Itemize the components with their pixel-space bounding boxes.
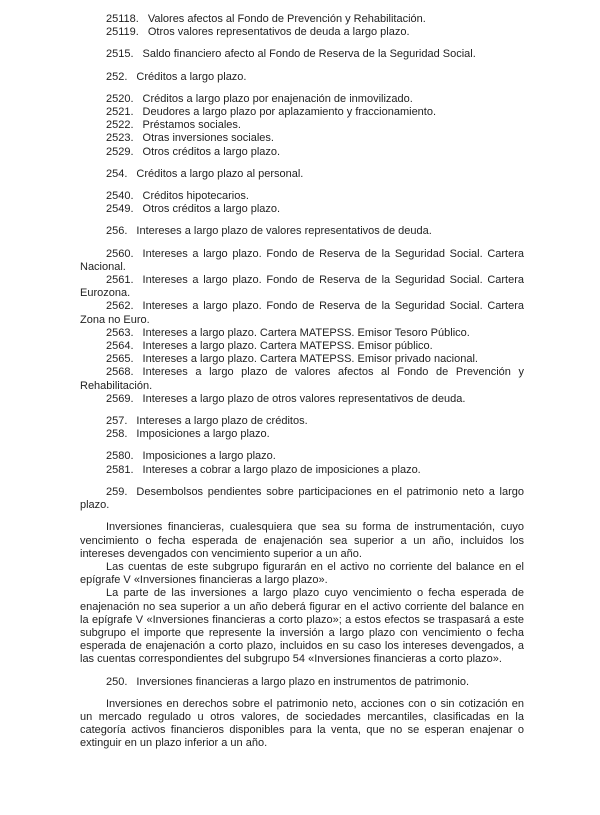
entry-2569: [80, 393, 524, 406]
account-description: Intereses a largo plazo de otros valores representativos de deuda.: [142, 392, 466, 405]
paragraph-text: Inversiones en derechos sobre el patrimonio neto, acciones con o sin cotización en un mercado regulado u otros valores, de sociedades mercantiles, clasificadas en la categoría activos financieros disponibles para la venta, que no se esperan enajenar o extinguir en un plazo inferior a un año.: [80, 697, 524, 750]
entry-2565: [80, 353, 524, 366]
entry-2568: [80, 366, 524, 392]
account-code: 2564.: [106, 340, 134, 353]
account-description: Intereses a largo plazo. Cartera MATEPSS. Emisor Tesoro Público.: [142, 326, 470, 339]
account-code: 2521.: [106, 106, 134, 119]
account-code: 2515.: [106, 48, 134, 61]
account-description: Imposiciones a largo plazo.: [136, 428, 270, 441]
account-description: Desembolsos pendientes sobre participaciones en el patrimonio neto a largo plazo.: [80, 485, 524, 512]
entry-250: [80, 676, 524, 689]
entry-258: [80, 428, 524, 441]
entry-2515: [80, 48, 524, 61]
account-code: 257.: [106, 415, 128, 428]
account-description: Intereses a largo plazo de valores representativos de deuda.: [136, 225, 432, 238]
account-code: 2581.: [106, 463, 134, 476]
account-description: Créditos a largo plazo por enajenación de inmovilizado.: [142, 92, 413, 105]
account-code: 2520.: [106, 92, 134, 105]
entry-2564: [80, 340, 524, 353]
paragraph-text: Inversiones financieras, cualesquiera que sea su forma de instrumentación, cuyo vencimiento o fecha esperada de enajenación sea superior a un año, incluidos los intereses devengados con vencimiento superior a un año.: [80, 521, 524, 560]
paragraph-balance-epigraph: [80, 561, 524, 587]
entry-2581: [80, 464, 524, 477]
entry-2523: [80, 132, 524, 145]
account-code: 2560.: [106, 247, 134, 260]
entry-256: [80, 225, 524, 238]
paragraph-subgroup-definition: [80, 521, 524, 561]
entry-257: [80, 415, 524, 428]
account-code: 2522.: [106, 119, 134, 132]
paragraph-equity-instruments: [80, 698, 524, 751]
account-code: 2562.: [106, 300, 134, 313]
entry-252: [80, 71, 524, 84]
entry-2522: [80, 119, 524, 132]
account-code: 2563.: [106, 326, 134, 339]
account-code: 254.: [106, 167, 128, 180]
account-description: Inversiones financieras a largo plazo en instrumentos de patrimonio.: [136, 675, 470, 688]
entry-2562: [80, 300, 524, 326]
account-code: 256.: [106, 225, 128, 238]
account-code: 2565.: [106, 353, 134, 366]
document-page: [80, 13, 524, 751]
entry-254: [80, 168, 524, 181]
paragraph-text: Las cuentas de este subgrupo figurarán en el activo no corriente del balance en el epígrafe V «Inversiones financieras a largo plazo».: [80, 560, 524, 587]
account-description: Otros valores representativos de deuda a largo plazo.: [147, 26, 410, 39]
account-description: Intereses a largo plazo de créditos.: [136, 415, 308, 428]
account-description: Créditos a largo plazo al personal.: [136, 167, 304, 180]
account-description: Otros créditos a largo plazo.: [142, 203, 281, 216]
account-description: Otros créditos a largo plazo.: [142, 145, 281, 158]
account-code: 2523.: [106, 132, 134, 145]
paragraph-text: La parte de las inversiones a largo plazo cuyo vencimiento o fecha esperada de enajenación no sea superior a un año deberá figurar en el activo corriente del balance en la epígrafe V «Inversiones financieras a corto plazo»; a estos efectos se traspasará a este subgrupo el importe que represente la inversión a largo plazo con vencimiento o fecha esperada de enajenación a corto plazo, incluidos en su caso los intereses devengados, a las cuentas correspondientes del subgrupo 54 «Inversiones financieras a corto plazo».: [80, 587, 524, 666]
entry-2561: [80, 274, 524, 300]
account-code: 2569.: [106, 392, 134, 405]
account-code: 2568.: [106, 366, 134, 379]
account-code: 25118.: [106, 13, 139, 25]
entry-25118: [80, 13, 524, 26]
account-description: Imposiciones a largo plazo.: [142, 450, 276, 463]
entry-259: [80, 486, 524, 512]
account-description: Intereses a largo plazo. Fondo de Reserva de la Seguridad Social. Cartera Nacional.: [80, 247, 524, 273]
account-code: 2561.: [106, 274, 134, 287]
entry-2521: [80, 106, 524, 119]
account-description: Intereses a largo plazo. Cartera MATEPSS. Emisor privado nacional.: [142, 353, 478, 366]
account-code: 2540.: [106, 190, 134, 203]
entry-2529: [80, 146, 524, 159]
entry-2580: [80, 450, 524, 463]
account-description: Otras inversiones sociales.: [142, 132, 274, 145]
account-description: Intereses a cobrar a largo plazo de imposiciones a plazo.: [142, 463, 421, 476]
account-code: 250.: [106, 675, 128, 688]
entry-2560: [80, 248, 524, 274]
entry-2563: [80, 327, 524, 340]
account-code: 2529.: [106, 145, 134, 158]
account-description: Deudores a largo plazo por aplazamiento y fraccionamiento.: [142, 106, 437, 119]
account-code: 25119.: [106, 26, 139, 39]
account-description: Créditos hipotecarios.: [142, 190, 249, 203]
entry-25119: [80, 26, 524, 39]
entry-2520: [80, 93, 524, 106]
account-description: Intereses a largo plazo. Fondo de Reserva de la Seguridad Social. Cartera Eurozona.: [80, 274, 524, 300]
account-description: Valores afectos al Fondo de Prevención y Rehabilitación.: [147, 13, 426, 25]
account-code: 259.: [106, 485, 128, 498]
account-code: 2549.: [106, 203, 134, 216]
entry-2549: [80, 203, 524, 216]
account-description: Intereses a largo plazo. Fondo de Reserva de la Seguridad Social. Cartera Zona no Euro.: [80, 300, 524, 326]
account-description: Intereses a largo plazo de valores afectos al Fondo de Prevención y Rehabilitación.: [80, 366, 524, 392]
entry-2540: [80, 190, 524, 203]
account-description: Créditos a largo plazo.: [136, 70, 247, 83]
account-code: 252.: [106, 70, 128, 83]
account-description: Préstamos sociales.: [142, 119, 241, 132]
account-code: 2580.: [106, 450, 134, 463]
account-description: Saldo financiero afecto al Fondo de Reserva de la Seguridad Social.: [142, 48, 476, 61]
paragraph-short-term-transfer: [80, 587, 524, 666]
account-code: 258.: [106, 428, 128, 441]
account-description: Intereses a largo plazo. Cartera MATEPSS. Emisor público.: [142, 340, 433, 353]
